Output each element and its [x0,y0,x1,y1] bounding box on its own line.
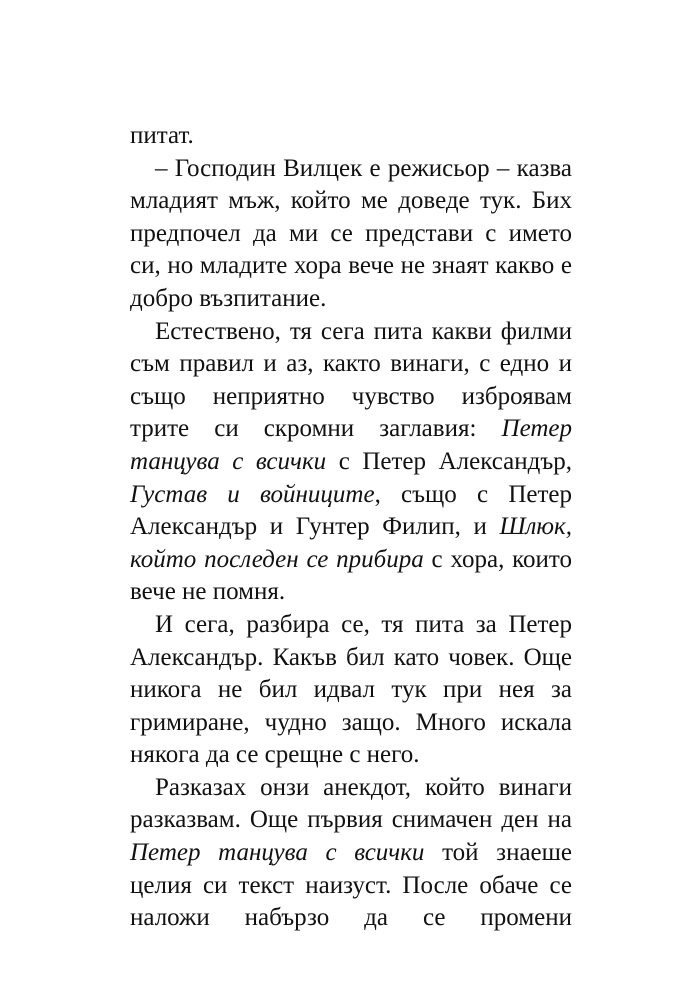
body-text: с Петер Александър, [326,447,572,475]
body-text: – Господин Вилцек е режисьор – казва младият мъж, който ме доведе тук. Бих предпочел да ми се представи с името си, но младите хора вече не знаят какво е добро възпитание. [130,154,572,312]
body-text: питат. [130,122,194,149]
paragraph-3 [130,316,572,609]
italic-title-text: Петер танцува с всички [130,839,425,867]
body-text: , също с Петер Александър и Гунтер Филип, и [130,480,572,541]
italic-title-text: Шлюк, който последен се прибира [130,513,572,573]
body-text: с хора, които вече не помня. [130,545,572,606]
italic-title-text: Петер танцува с всички [130,415,572,475]
body-text: Разказах онзи анекдот, който винаги разказвам. Още първия снимачен ден на [130,773,572,834]
body-text: Естествено, тя сега пита какви филми съм правил и аз, както винаги, с едно и също неприятно чувство изброявам трите си скромни заглавия: [130,317,572,443]
book-page-body [130,120,572,935]
body-text: И сега, разбира се, тя пита за Петер Александър. Какъв бил като човек. Още никога не бил идвал тук при нея за гримиране, чудно защо. Много искала някога да се срещне с него. [130,610,572,769]
body-text: той знаеше целия си текст наизуст. После обаче се наложи набързо да се промени [130,839,572,932]
paragraph-5 [130,772,572,935]
paragraph-4 [130,609,572,772]
italic-title-text: Густав и войниците [130,480,375,508]
paragraph-2 [130,153,572,316]
paragraph-1 [130,120,572,153]
